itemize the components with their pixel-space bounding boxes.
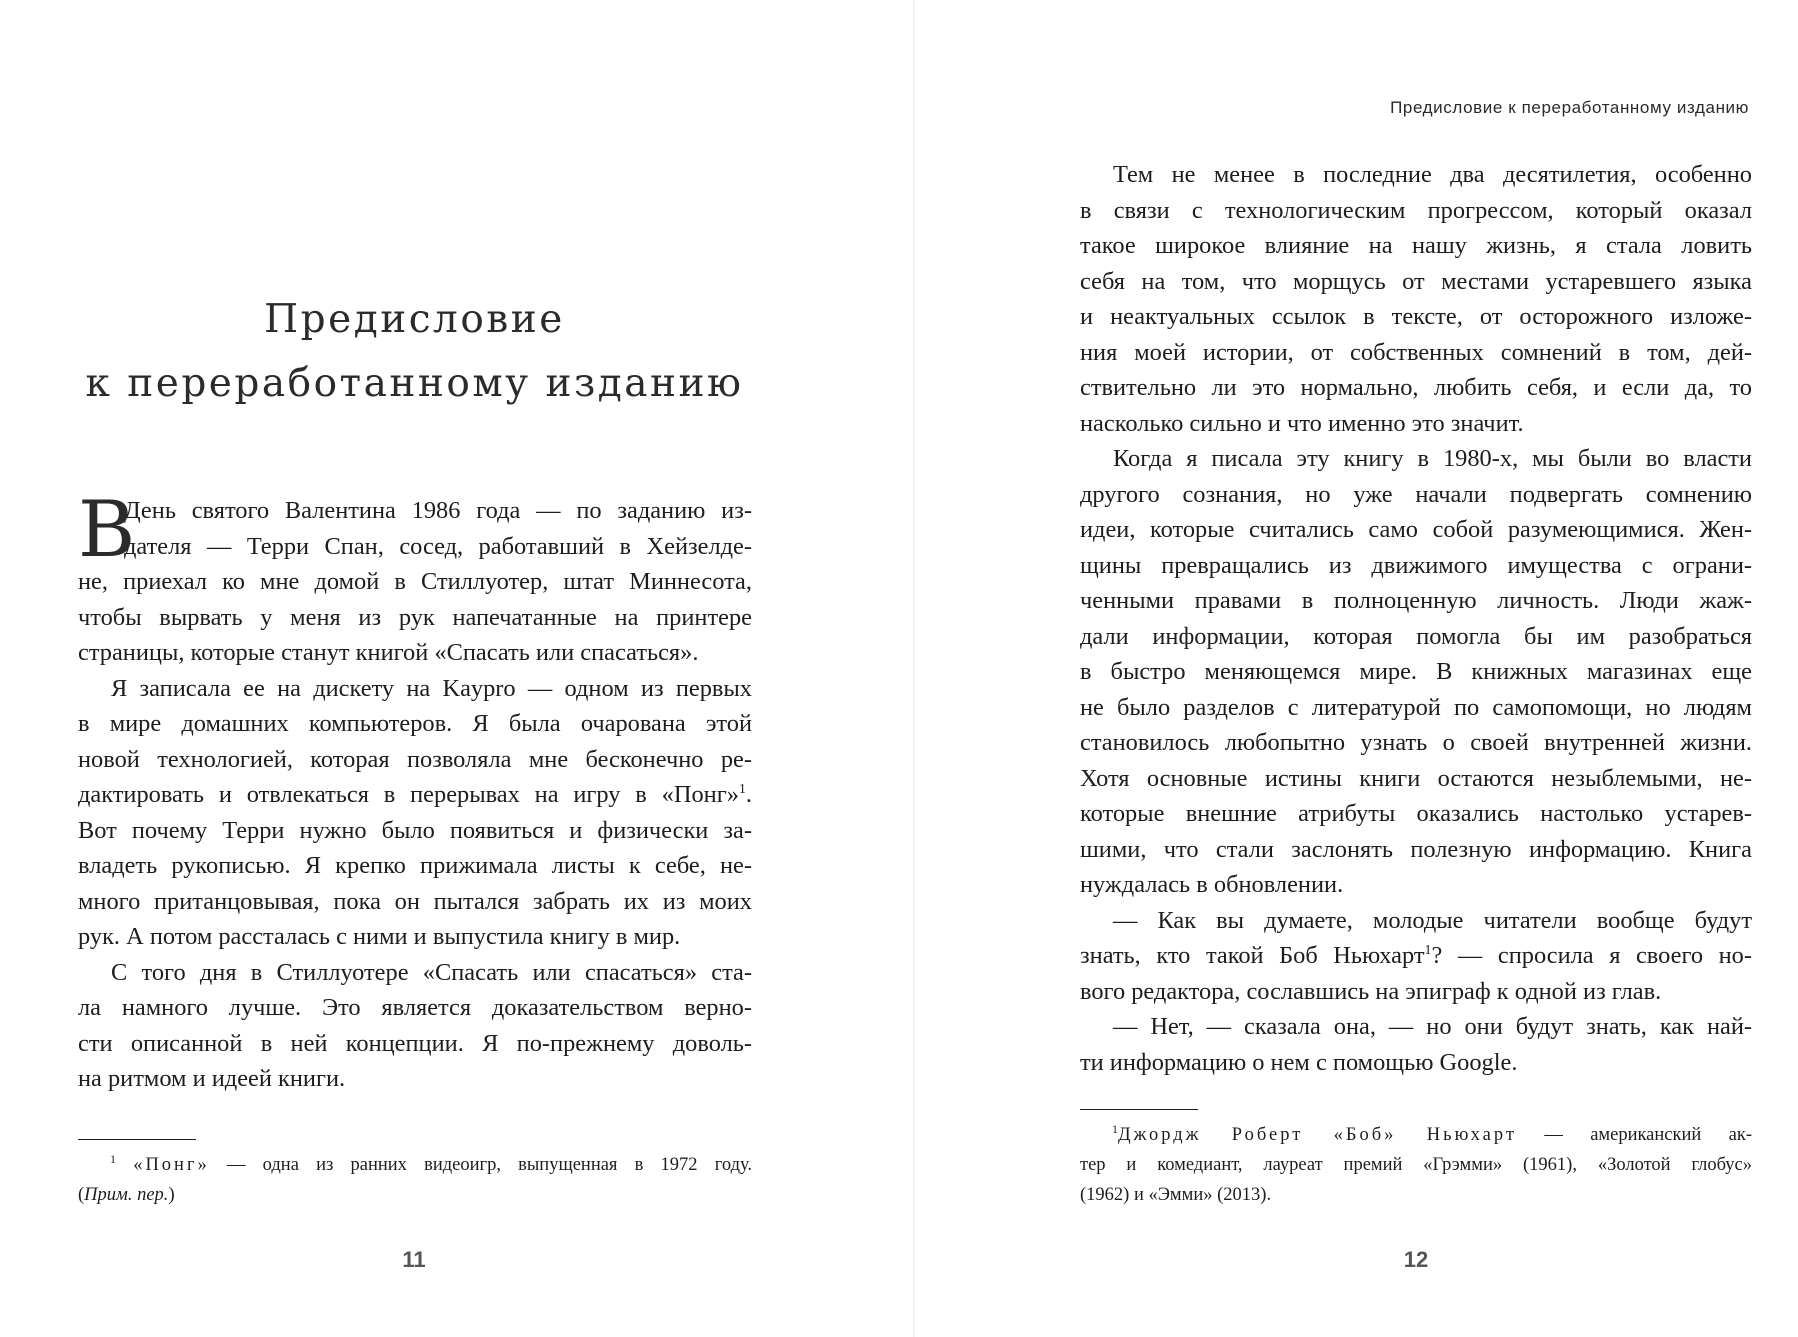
footnote-marker: 1 (110, 1151, 116, 1166)
text-line: себя на том, что морщусь от местами устаревшего языка (1080, 267, 1752, 295)
right-footnote (1080, 1120, 1752, 1210)
text-line: Я записала ее на дискету на Kaypro — одном из первых (111, 674, 752, 702)
text-line: Когда я писала эту книгу в 1980-х, мы были во власти (1113, 445, 1752, 472)
text-line: идеи, которые считались само собой разумеющимися. Жен- (1080, 516, 1752, 543)
text-fragment: дактировать и отвлекаться в перерывах на игру в «Понг» (78, 781, 739, 808)
text-line: вого редактора, сославшись на эпиграф к одной из глав. (1080, 977, 1662, 1005)
text-line: в связи с технологическим прогрессом, который оказал (1080, 196, 1752, 224)
text-line: много пританцовывая, пока он пытался забрать их из моих (78, 887, 752, 915)
chapter-title-line-1: Предисловие (264, 297, 565, 343)
text-line: другого сознания, но уже начали подвергать сомнению (1080, 480, 1752, 508)
text-line: шими, что стали заслонять полезную информацию. Книга (1080, 835, 1752, 863)
text-line: страницы, которые станут книгой «Спасать или спасаться». (78, 639, 699, 666)
text-line: ния моей истории, от собственных сомнений в том, дей- (1080, 338, 1752, 366)
footnote-divider (78, 1139, 196, 1140)
left-footnote (78, 1150, 752, 1210)
text-line: Вот почему Терри нужно было появиться и физически за- (78, 816, 752, 844)
text-line: ла намного лучше. Это является доказательством верно- (78, 994, 752, 1021)
text-line: не, приехал ко мне домой в Стиллуотер, штат Миннесота, (78, 568, 752, 595)
text-line: в мире домашних компьютеров. Я была очарована этой (78, 710, 752, 737)
text-line: на ритмом и идеей книги. (78, 1065, 346, 1092)
text-line: С того дня в Стиллуотере «Спасать или спасаться» ста- (111, 958, 752, 986)
footnote-line: (1962) и «Эмми» (2013). (1080, 1185, 1272, 1205)
page-number: 12 (1403, 1247, 1429, 1272)
text-line: становилось любопытно узнать о своей внутренней жизни. (1080, 729, 1752, 756)
text-line: ти информацию о нем с помощью Google. (1080, 1048, 1518, 1076)
footnote-divider (1080, 1109, 1198, 1110)
text-line: которые внешние атрибуты оказались настолько устарев- (1080, 800, 1752, 827)
text-fragment: . (745, 781, 752, 808)
right-page (915, 0, 1798, 1337)
text-line: — Как вы думаете, молодые читатели вообще будут (1113, 906, 1752, 934)
footnote-line (78, 1180, 752, 1210)
translator-note: Прим. пер. (84, 1185, 169, 1205)
text-fragment: ? — спросила я своего но- (1431, 942, 1752, 969)
footnote-marker: 1 (1112, 1121, 1118, 1136)
left-body-text (78, 485, 752, 1097)
drop-cap: В (78, 485, 136, 575)
text-line: новой технологией, которая позволяла мне бесконечно ре- (78, 745, 752, 773)
footnote-term: Джордж Роберт «Боб» Ньюхарт (1118, 1125, 1517, 1145)
text-line (1080, 938, 1752, 974)
footnote-text: ) (168, 1185, 175, 1205)
footnote-line (78, 1150, 752, 1180)
text-fragment: знать, кто такой Боб Ньюхарт (1080, 942, 1425, 969)
text-line: Тем не менее в последние два десятилетия, особенно (1113, 161, 1752, 188)
text-line: Хотя основные истины книги остаются незыблемыми, не- (1080, 764, 1752, 792)
text-line: сти описанной в ней концепции. Я по-прежнему доволь- (78, 1029, 752, 1057)
chapter-title-line-2: к переработанному изданию (85, 361, 744, 407)
text-line: ствительно ли это нормально, любить себя, и если да, то (1080, 374, 1752, 401)
right-body-text (1080, 157, 1752, 1080)
text-line: рук. А потом рассталась с ними и выпустила книгу в мир. (78, 923, 681, 950)
text-line: День святого Валентина 1986 года — по заданию из- (124, 497, 752, 524)
text-line: ченными правами в полноценную личность. Люди жаж- (1080, 587, 1752, 614)
footnote-term: «Понг» (133, 1155, 210, 1175)
text-line: в быстро меняющемся мире. В книжных магазинах еще (1080, 658, 1752, 685)
text-line: дателя — Терри Спан, сосед, работавший в Хейзелде- (124, 532, 752, 560)
text-line (78, 777, 752, 813)
text-line: владеть рукописью. Я крепко прижимала листы к себе, не- (78, 852, 752, 879)
footnote-text: — одна из ранних видеоигр, выпущенная в 1972 году. (226, 1155, 753, 1175)
footnote-ref[interactable]: 1 (738, 781, 746, 797)
text-line: и неактуальных ссылок в тексте, от осторожного изложе- (1080, 303, 1752, 330)
chapter-title (76, 288, 753, 416)
text-line: не было разделов с литературой по самопомощи, но людям (1080, 693, 1752, 721)
footnote-text: — американский ак- (1544, 1125, 1753, 1145)
text-line: такое широкое влияние на нашу жизнь, я стала ловить (1080, 232, 1752, 259)
text-line: чтобы вырвать у меня из рук напечатанные на принтере (78, 603, 752, 631)
running-head: Предисловие к переработанному изданию (1390, 98, 1749, 117)
text-line: насколько сильно и что именно это значит. (1080, 409, 1524, 437)
footnote-text: ( (78, 1185, 85, 1205)
text-line: дали информации, которая помогла бы им разобраться (1080, 622, 1752, 650)
text-line: щины превращались из движимого имущества с ограни- (1080, 551, 1752, 579)
text-line: нуждалась в обновлении. (1080, 871, 1344, 898)
footnote-line (1080, 1120, 1752, 1150)
footnote-line: тер и комедиант, лауреат премий «Грэмми» (1961), «Золотой глобус» (1080, 1155, 1752, 1175)
text-line: — Нет, — сказала она, — но они будут знать, как най- (1113, 1013, 1752, 1040)
footnote-ref[interactable]: 1 (1424, 942, 1432, 958)
page-number: 11 (402, 1247, 426, 1272)
